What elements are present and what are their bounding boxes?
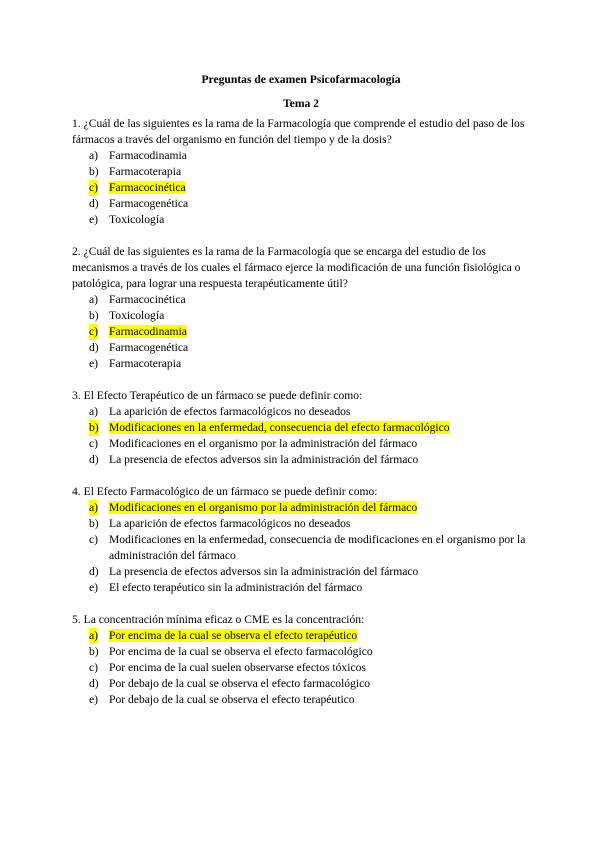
answer-wrap [109,453,418,466]
answer-options [72,628,530,708]
option-text: Por encima de la cual se observa el efecto terapéutico [109,629,358,642]
option-letter: b) [89,517,99,530]
answer-option [72,628,530,644]
option-letter: c) [89,181,99,194]
answer-wrap [109,149,187,162]
answer-wrap [109,661,366,674]
answer-option [72,420,530,436]
highlighted-correct-answer [109,181,186,194]
question-statement: ¿Cuál de las siguientes es la rama de la Farmacología que se encarga del estudio de los mecanismos a través de los cuales el fármaco ejerce la modificación de una función fisiológica o patológica, para lograr una respuesta terapéuticamente útil? [72,245,521,290]
highlighted-correct-answer [109,501,417,514]
answer-wrap [109,405,350,418]
question-statement: El Efecto Farmacológico de un fármaco se puede definir como: [83,485,378,498]
question-text [72,484,530,500]
answer-option [72,532,530,564]
question-number: 3. [72,389,81,402]
question-number: 5. [72,613,81,626]
option-letter: e) [89,581,99,594]
answer-wrap [109,357,181,370]
option-text: Farmacogenética [109,197,189,210]
option-letter: a) [89,149,99,162]
answer-wrap [109,565,418,578]
question-1 [72,116,530,228]
option-text: Toxicología [109,309,165,322]
option-text: Modificaciones en la enfermedad, consecuencia del efecto farmacológico [109,421,450,434]
question-number: 2. [72,245,81,258]
question-3 [72,388,530,468]
option-letter: c) [89,661,99,674]
highlighted-correct-answer [109,325,187,338]
answer-wrap [109,341,188,354]
option-text: Toxicología [109,213,165,226]
option-text: Modificaciones en el organismo por la administración del fármaco [109,501,418,514]
option-text: La aparición de efectos farmacológicos no deseados [109,405,351,418]
option-text: Farmacodinamia [109,325,187,338]
answer-option [72,196,530,212]
answer-option [72,404,530,420]
answer-option [72,340,530,356]
option-letter: c) [89,533,99,546]
option-letter: d) [89,453,99,466]
answer-wrap [109,677,370,690]
option-letter: b) [89,309,99,322]
answer-option [72,516,530,532]
document-title: Preguntas de examen Psicofarmacología [201,73,401,86]
answer-option [72,180,530,196]
option-letter: d) [89,677,99,690]
option-text: Farmacoterapia [109,165,182,178]
answer-option [72,308,530,324]
option-letter: a) [89,293,99,306]
option-letter: e) [89,357,99,370]
answer-options [72,148,530,228]
option-text: La presencia de efectos adversos sin la administración del fármaco [109,565,419,578]
question-list [72,116,530,708]
option-text: Modificaciones en la enfermedad, consecuencia de modificaciones en el organismo por la administración del fármaco [109,533,526,562]
option-text: Modificaciones en el organismo por la administración del fármaco [109,437,418,450]
answer-options [72,500,530,596]
answer-wrap [109,693,355,706]
option-letter: b) [89,165,99,178]
question-text [72,612,530,628]
answer-wrap [109,309,164,322]
answer-option [72,580,530,596]
option-text: Farmacoterapia [109,357,182,370]
answer-wrap [109,437,417,450]
answer-options [72,292,530,372]
option-text: Farmacogenética [109,341,189,354]
option-letter: c) [89,325,99,338]
answer-option [72,644,530,660]
answer-option [72,292,530,308]
question-statement: El Efecto Terapéutico de un fármaco se puede definir como: [83,389,363,402]
question-statement: La concentración mínima eficaz o CME es la concentración: [83,613,365,626]
option-text: Farmacocinética [109,293,186,306]
option-letter: a) [89,501,99,514]
answer-option [72,452,530,468]
answer-option [72,436,530,452]
option-text: La presencia de efectos adversos sin la administración del fármaco [109,453,419,466]
highlighted-correct-answer [109,421,450,434]
option-text: El efecto terapéutico sin la administración del fármaco [109,581,363,594]
answer-wrap [109,197,188,210]
question-5 [72,612,530,708]
question-number: 4. [72,485,81,498]
option-text: Por encima de la cual suelen observarse efectos tóxicos [109,661,366,674]
answer-option [72,564,530,580]
option-letter: e) [89,213,99,226]
option-letter: c) [89,437,99,450]
answer-option [72,500,530,516]
answer-option [72,164,530,180]
option-letter: b) [89,421,99,434]
answer-wrap [109,213,164,226]
answer-option [72,692,530,708]
option-letter: d) [89,341,99,354]
answer-wrap [109,517,350,530]
question-text [72,116,530,148]
answer-wrap [109,581,362,594]
answer-option [72,356,530,372]
option-letter: d) [89,565,99,578]
option-letter: e) [89,693,99,706]
option-text: Farmacodinamia [109,149,187,162]
answer-option [72,660,530,676]
document-subtitle: Tema 2 [283,97,319,110]
highlighted-correct-answer [109,629,357,642]
question-4 [72,484,530,596]
option-text: La aparición de efectos farmacológicos no deseados [109,517,351,530]
answer-wrap [109,165,181,178]
answer-option [72,324,530,340]
answer-wrap [109,533,525,562]
question-text [72,244,530,292]
answer-options [72,404,530,468]
option-text: Por debajo de la cual se observa el efecto farmacológico [109,677,371,690]
question-text [72,388,530,404]
answer-wrap [109,293,186,306]
option-letter: a) [89,629,99,642]
answer-option [72,148,530,164]
question-statement: ¿Cuál de las siguientes es la rama de la Farmacología que comprende el estudio del paso de los fármacos a través del organismo en función del tiempo y de la dosis? [72,117,525,146]
answer-option [72,676,530,692]
option-text: Por debajo de la cual se observa el efecto terapéutico [109,693,355,706]
option-text: Por encima de la cual se observa el efecto farmacológico [109,645,373,658]
question-number: 1. [72,117,81,130]
answer-wrap [109,645,373,658]
option-letter: a) [89,405,99,418]
option-letter: d) [89,197,99,210]
answer-option [72,212,530,228]
option-letter: b) [89,645,99,658]
option-text: Farmacocinética [109,181,186,194]
question-2 [72,244,530,372]
